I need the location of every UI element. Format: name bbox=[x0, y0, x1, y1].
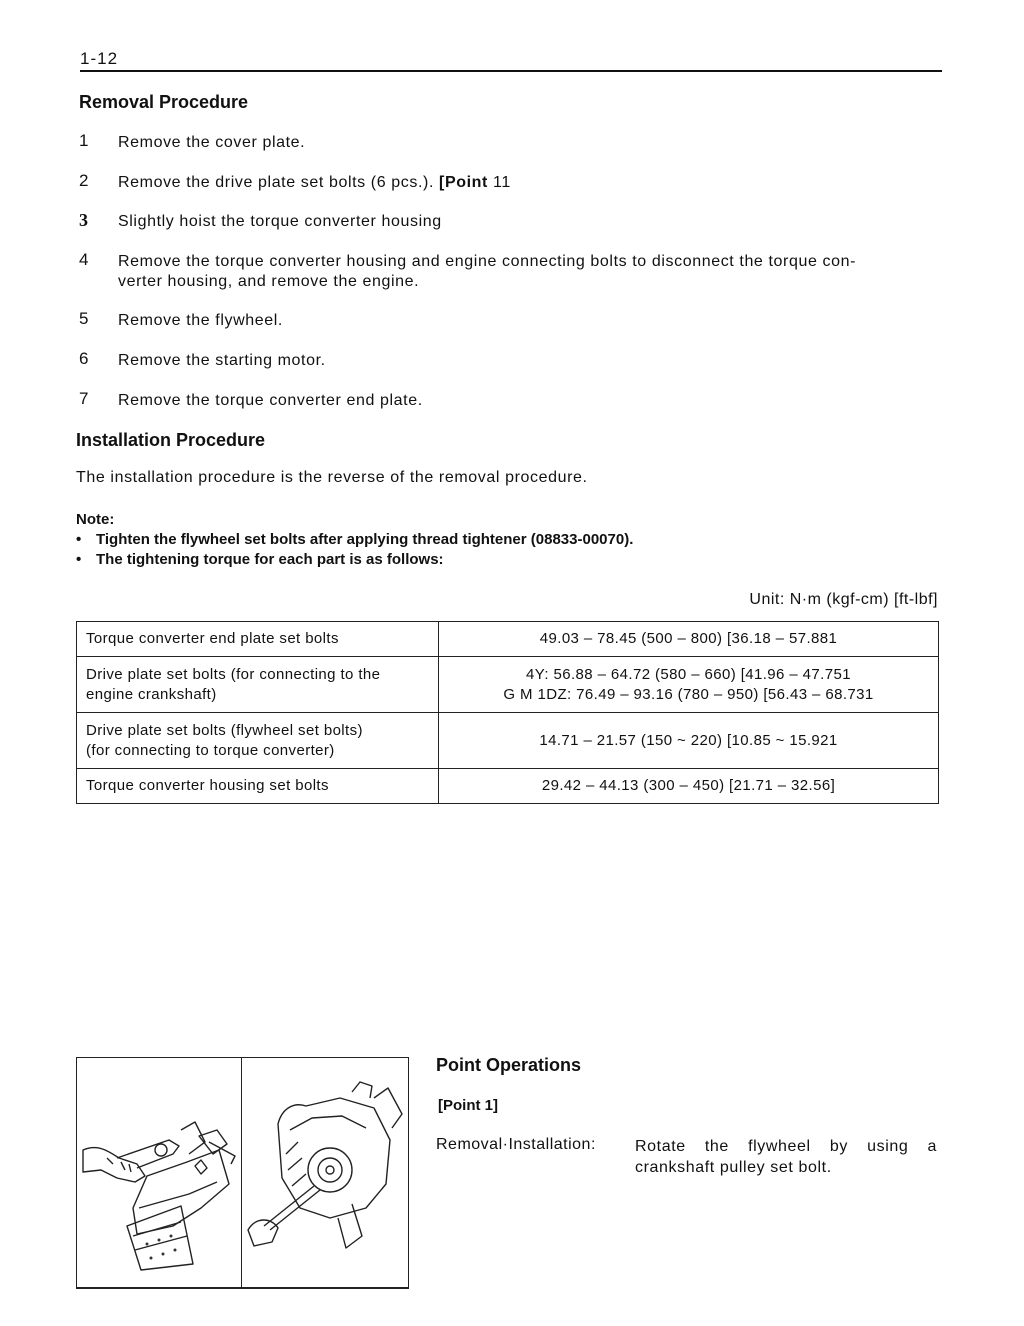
step-number: 5 bbox=[79, 309, 90, 328]
part-cell: Torque converter end plate set bolts bbox=[77, 622, 439, 657]
table-row bbox=[77, 657, 939, 713]
step-text: Slightly hoist the torque converter housing bbox=[118, 213, 442, 230]
torque-unit: Unit: N·m (kgf-cm) [ft-lbf] bbox=[749, 591, 938, 608]
operation-text: Rotate the flywheel by using a crankshaft pulley set bolt. bbox=[635, 1138, 937, 1176]
part-text: Drive plate set bolts (for connecting to the bbox=[86, 665, 381, 683]
note-item-torque bbox=[76, 550, 633, 570]
installation-heading: Installation Procedure bbox=[76, 430, 266, 450]
part-text-continued: engine crankshaft) bbox=[86, 685, 217, 703]
part-cell bbox=[77, 657, 439, 713]
point-label: [Point 1] bbox=[438, 1097, 498, 1114]
part-cell bbox=[77, 713, 439, 769]
installation-text: The installation procedure is the reverse of the removal procedure. bbox=[76, 469, 588, 486]
step-number: 3 bbox=[79, 210, 89, 230]
point-reference: [Point bbox=[439, 174, 488, 191]
flywheel-rotation-drawing bbox=[242, 1058, 408, 1287]
removal-step-6 bbox=[76, 351, 946, 391]
torque-value-cell: 29.42 – 44.13 (300 – 450) [21.71 – 32.56] bbox=[439, 769, 939, 804]
step-text: Remove the torque converter end plate. bbox=[118, 392, 423, 409]
removal-heading: Removal Procedure bbox=[79, 92, 249, 112]
removal-step-5 bbox=[76, 311, 946, 351]
step-number: 1 bbox=[79, 131, 90, 150]
torque-value-cell bbox=[439, 657, 939, 713]
note-label: Note: bbox=[76, 511, 115, 528]
operation-label: Removal·Installation: bbox=[436, 1136, 596, 1153]
flywheel-illustration bbox=[76, 1057, 409, 1289]
step-text: Remove the torque converter housing and engine connecting bolts to disconnect the torque con- bbox=[118, 253, 857, 270]
bullet: • bbox=[76, 531, 82, 548]
removal-step-3 bbox=[76, 212, 946, 252]
note-text: The tightening torque for each part is as follows: bbox=[96, 551, 444, 568]
page-number: 1-12 bbox=[80, 49, 119, 68]
step-text: Remove the drive plate set bolts (6 pcs.). bbox=[118, 174, 434, 191]
step-number: 4 bbox=[79, 250, 90, 269]
torque-value-1dz: G M 1DZ: 76.49 – 93.16 (780 – 950) [56.43 – 68.731 bbox=[503, 685, 874, 703]
part-cell: Torque converter housing set bolts bbox=[77, 769, 439, 804]
removal-step-7 bbox=[76, 391, 946, 415]
table-row bbox=[77, 622, 939, 657]
step-number: 2 bbox=[79, 171, 90, 190]
removal-step-1 bbox=[76, 133, 946, 173]
point-reference-number: 11 bbox=[493, 174, 511, 191]
table-row bbox=[77, 769, 939, 804]
removal-step-4 bbox=[76, 252, 946, 311]
part-text: Drive plate set bolts (flywheel set bolts) bbox=[86, 721, 363, 739]
step-number: 7 bbox=[79, 389, 90, 408]
torque-value-4y: 4Y: 56.88 – 64.72 (580 – 660) [41.96 – 47.751 bbox=[526, 665, 851, 683]
step-text: Remove the starting motor. bbox=[118, 352, 326, 369]
flywheel-wrench-drawing bbox=[77, 1058, 241, 1287]
step-text-continued: verter housing, and remove the engine. bbox=[118, 273, 420, 290]
table-row bbox=[77, 713, 939, 769]
header-rule bbox=[80, 70, 942, 72]
note-list bbox=[76, 530, 633, 570]
step-text: Remove the flywheel. bbox=[118, 312, 283, 329]
torque-value-cell: 14.71 – 21.57 (150 ~ 220) [10.85 ~ 15.921 bbox=[439, 713, 939, 769]
part-text-continued: (for connecting to torque converter) bbox=[86, 741, 335, 759]
note-text: Tighten the flywheel set bolts after applying thread tightener (08833-00070). bbox=[96, 531, 634, 548]
bullet: • bbox=[76, 551, 82, 568]
step-text: Remove the cover plate. bbox=[118, 134, 306, 151]
point-operations-heading: Point Operations bbox=[436, 1055, 582, 1075]
removal-step-2 bbox=[76, 173, 946, 212]
note-item-thread-tightener bbox=[76, 530, 633, 550]
torque-table bbox=[76, 621, 939, 804]
removal-steps bbox=[76, 133, 946, 415]
step-number: 6 bbox=[79, 349, 90, 368]
torque-value-cell: 49.03 – 78.45 (500 – 800) [36.18 – 57.881 bbox=[439, 622, 939, 657]
